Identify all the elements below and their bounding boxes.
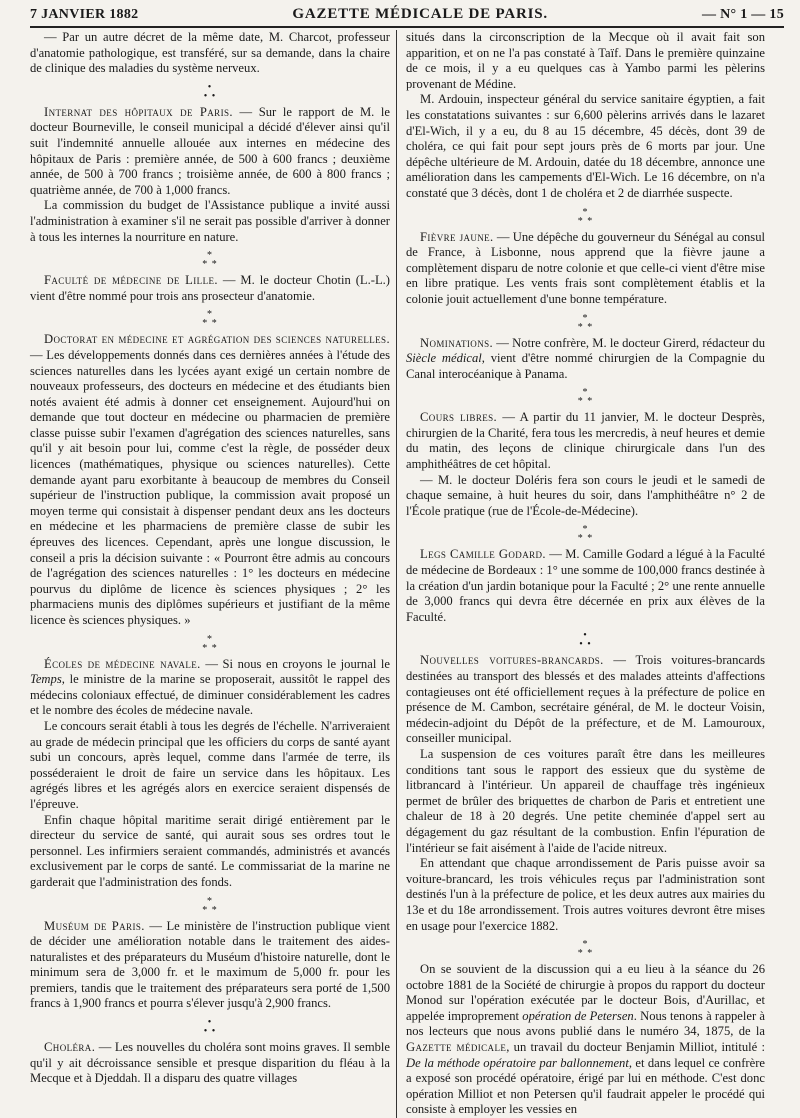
article-title: Nominations. xyxy=(420,335,494,350)
section-separator: * * * xyxy=(577,312,594,333)
article-cholera: Choléra. — Les nouvelles du choléra sont moins graves. Il semble qu'il y ait décroissance sensible et presque disparition du fléau à la Mecque et à Djeddah. Il a disparu des quatre villages xyxy=(30,1040,390,1086)
article-nominations: Nominations. — Notre confrère, M. le docteur Girerd, rédacteur du Siècle médical, vient d'être nommé chirurgien de la Compagnie du Canal interocéanique à Panama. xyxy=(406,335,765,381)
article-voitures-brancards: Nouvelles voitures-brancards. — Trois voitures-brancards destinées au transport des blessés et des malades atteints d'affections contagieuses ont été officiellement reçues à la préfecture de police en présence de M. Cambon, secrétaire général, de M. le docteur Voisin, médecin-adjoint du Dépôt de la préfecture, et de M. Lamouroux, conseiller municipal. xyxy=(406,653,765,746)
article-title: Muséum de Paris. xyxy=(44,918,145,933)
section-separator: * * * xyxy=(202,250,218,271)
right-column xyxy=(397,30,769,1118)
article-internat: Internat des hôpitaux de Paris. — Sur le rapport de M. le docteur Bourneville, le conseil municipal a décidé d'élever ainsi qu'il suit l'indemnité annuelle allouée aux internes en médecine des hôpitaux de Paris : première année, de 500 à 600 francs ; deuxième année, de 500 à 700 francs ; troisième année, de 600 à 800 francs ; quatrième année, de 700 à 1,000 francs. xyxy=(30,104,391,197)
doleris-paragraph: — M. le docteur Doléris fera son cours le jeudi et le samedi de chaque semaine, à huit heures du soir, dans l'amphithéâtre n° 2 de l'École pratique (rue de l'École-de-Médecine). xyxy=(406,472,765,518)
journal-title: GAZETTE MÉDICALE DE PARIS. xyxy=(292,6,548,22)
article-monod: On se souvient de la discussion qui a eu lieu à la séance du 26 octobre 1881 de la Société de chirurgie à propos du rapport du docteur Monod sur l'opération exécutée par le docteur Bois, d'Aurillac, et appelée improprement opération de Petersen. Nous tenons à rappeler à nos lecteurs que nous avons publié dans le numéro 34, 1875, de la Gazette médicale, un travail du docteur Benjamin Milliot, intitulé : De la méthode opératoire par ballonnement, et dans lequel ce confrère a exposé son procédé opératoire, érigé par lui en méthode. C'est donc opération Milliot et non Petersen qu'il faudrait appeler le procédé qui consiste à employer les vessies en xyxy=(406,962,766,1117)
section-separator: * * * xyxy=(577,206,594,227)
article-doctorat: Doctorat en médecine et agrégation des sciences naturelles. — Les développements donnés dans ces dernières années à l'étude des sciences naturelles dans les lycées ayant exigé un certain nombre de nouveaux professeurs, des docteurs en médecine et des étudiants bien notés avaient été admis à donner cet enseignement. Aujourd'hui on demande que tout docteur en médecine ou pharmacien de première classe puisse subir l'examen d'agrégation des sciences naturelles, sans qu'il y ait besoin pour lui, comme c'est la règle, de posséder deux licences (mathématiques, physique ou sciences naturelles). Cette demande ayant paru exorbitante à beaucoup de membres du Conseil supérieur de l'instruction publique, la commission avait proposé un moyen terme qui consistait à dispenser pendant deux ans les docteurs en médecine et les pharmaciens de première classe de subir les épreuves des licences. Cependant, après une longue discussion, le conseil a pris la décision suivante : « Pourront être admis au concours de l'agrégation des sciences naturelles : 1° les docteurs en médecine pourvus du diplôme de licence ès sciences physiques ; 2° les pharmaciens munis des diplômes supérieurs et justifiant de la même licence ès sciences physiques. » xyxy=(30,332,390,627)
section-separator: • • • xyxy=(579,630,592,651)
article-museum: Muséum de Paris. — Le ministère de l'instruction publique vient de décider une amélioration notable dans le traitement des aides-naturalistes et des préparateurs du Muséum d'histoire naturelle, dont le minimum sera de 3,000 fr. et le maximum de 5,000 fr. pour les premiers, tandis que le traitement des préparateurs sera porté de 1,500 francs à 1,900 francs et pourra s'élever jusqu'à 2,900 francs. xyxy=(30,918,390,1011)
article-title: Choléra. xyxy=(44,1040,96,1055)
section-separator: • • • xyxy=(203,1017,217,1038)
internat-paragraph: La commission du budget de l'Assistance publique a invité aussi l'administration à examiner s'il ne serait pas possible d'arriver à donner à tous les internes la nourriture en nature. xyxy=(30,198,390,244)
article-lille: Faculté de médecine de Lille. — M. le docteur Chotin (L.-L.) vient d'être nommé pour trois ans prosecteur d'anatomie. xyxy=(30,273,390,303)
article-title: Legs Camille Godard. xyxy=(420,547,546,562)
article-title: Cours libres. xyxy=(420,410,498,425)
article-title: Internat des hôpitaux de Paris. xyxy=(44,104,233,119)
ecoles-paragraph: Enfin chaque hôpital maritime serait dirigé entièrement par le directeur du service de santé, qui aurait sous ses ordres tout le personnel. Les infirmiers seraient commandés, administrés et avancés exclusivement par le corps de santé. Le commissariat de la marine ne garderait que l'administration des fonds. xyxy=(30,812,390,889)
section-separator: • • • xyxy=(203,81,217,102)
section-separator: * * * xyxy=(577,939,594,960)
section-separator: * * * xyxy=(577,524,594,545)
article-columns xyxy=(30,30,792,1118)
article-title: Faculté de médecine de Lille. xyxy=(44,273,218,288)
voitures-paragraph: En attendant que chaque arrondissement de Paris puisse avoir sa voiture-brancard, les trois véhicules reçus par l'administration sont destinés l'un à la préfecture de police, et les deux autres aux mairies du 13e et du 18e arrondissement. Trois autres voitures devront être mises en usage pour l'exercice 1882. xyxy=(406,856,765,933)
article-legs-godard: Legs Camille Godard. — M. Camille Godard a légué à la Faculté de médecine de Bordeaux : 1° une somme de 100,000 francs destinée à la création d'un jardin botanique pour la Faculté ; 2° une rente annuelle de 3,000 francs qui devra être décernée en prix aux élèves de la Faculté. xyxy=(406,547,765,624)
article-cours-libres: Cours libres. — A partir du 11 janvier, M. le docteur Desprès, chirurgien de la Charité, fera tous les mercredis, à neuf heures et demie du matin, des leçons de clinique chirurgicale dans l'un des amphithéâtres de cet hôpital. xyxy=(406,410,765,472)
section-separator: * * * xyxy=(202,633,218,654)
article-title: Nouvelles voitures-brancards. xyxy=(420,653,604,668)
article-title: Fièvre jaune. xyxy=(420,229,494,244)
section-separator: * * * xyxy=(577,387,594,408)
page-number: — N° 1 — 15 xyxy=(701,7,784,22)
cholera-continued: situés dans la circonscription de la Mecque où il avait fait son apparition, et on ne l'a pas constaté à Taïf. Dans le première quinzaine de ce mois, il y a eu quelques cas à Yambo parmi les pèlerins provenant de Médine. xyxy=(406,30,765,91)
section-separator: * * * xyxy=(202,309,218,330)
voitures-paragraph: La suspension de ces voitures paraît être dans les meilleures conditions tant sous le rapport des essieux que du système de litbrancard à l'intérieur. Un appareil de chauffage très ingénieux permet de brûler des briquettes de charbon de Paris et entretient une chaleur de 18 à 20 degrés. Une petite cheminée d'appel sert au dégagement du gaz résultant de la combustion. Enfin l'épuration de l'intérieur se fait aisément à l'aide de l'acide nitreux. xyxy=(406,746,765,855)
ecoles-paragraph: Le concours serait établi à tous les degrés de l'échelle. N'arriveraient au grade de médecin principal que les officiers du corps de santé ayant subi un concours, après lequel, comme dans l'armée de terre, ils posséderaient le droit de faire un service dans les hôpitaux. Les agrégés libres et les agrégés alors en exercice seraient dispensés de l'épreuve. xyxy=(30,718,390,811)
section-separator: * * * xyxy=(202,895,218,916)
page-header xyxy=(30,4,784,28)
article-fievre-jaune: Fièvre jaune. — Une dépêche du gouverneur du Sénégal au consul de France, à Lisbonne, nous apprend que la fièvre jaune a complètement disparu de notre colonie et que celle-ci vient d'être mise en libre pratique. Les vents frais sont complètement établis et la colonie jouit actuellement d'une bonne température. xyxy=(406,229,765,306)
article-ecoles: Écoles de médecine navale. — Si nous en croyons le journal le Temps, le ministre de la marine se proposerait, aussitôt le rappel des médecins coloniaux effectué, de diminuer considérablement les cadres et le nombre des écoles de médecine navale. xyxy=(30,656,391,718)
charcot-paragraph: — Par un autre décret de la même date, M. Charcot, professeur d'anatomie pathologique, est transféré, sur sa demande, dans la chaire de clinique des maladies du système nerveux. xyxy=(30,30,390,76)
left-column xyxy=(30,30,397,1118)
article-title: Doctorat en médecine et agrégation des sciences naturelles. xyxy=(44,332,390,347)
ardouin-paragraph: M. Ardouin, inspecteur général du service sanitaire égyptien, a fait les constatations suivantes : sur 6,600 pèlerins arrivés dans le lazaret d'El-Wich, il y a eu, du 8 au 15 décembre, 45 décès, dont 39 de choléra, ce qui fait pour sept jours près de 6 morts par jour. Une dépêche ultérieure de M. Ardouin, datée du 18 décembre, annonce une amélioration dans les campements d'El-Wich. Le 16 décembre, on n'a constaté que 3 décès, dont 1 de choléra et 2 de diarrhée suspecte. xyxy=(406,92,765,200)
article-title: Écoles de médecine navale. xyxy=(44,656,201,671)
header-date: 7 JANVIER 1882 xyxy=(30,7,139,22)
